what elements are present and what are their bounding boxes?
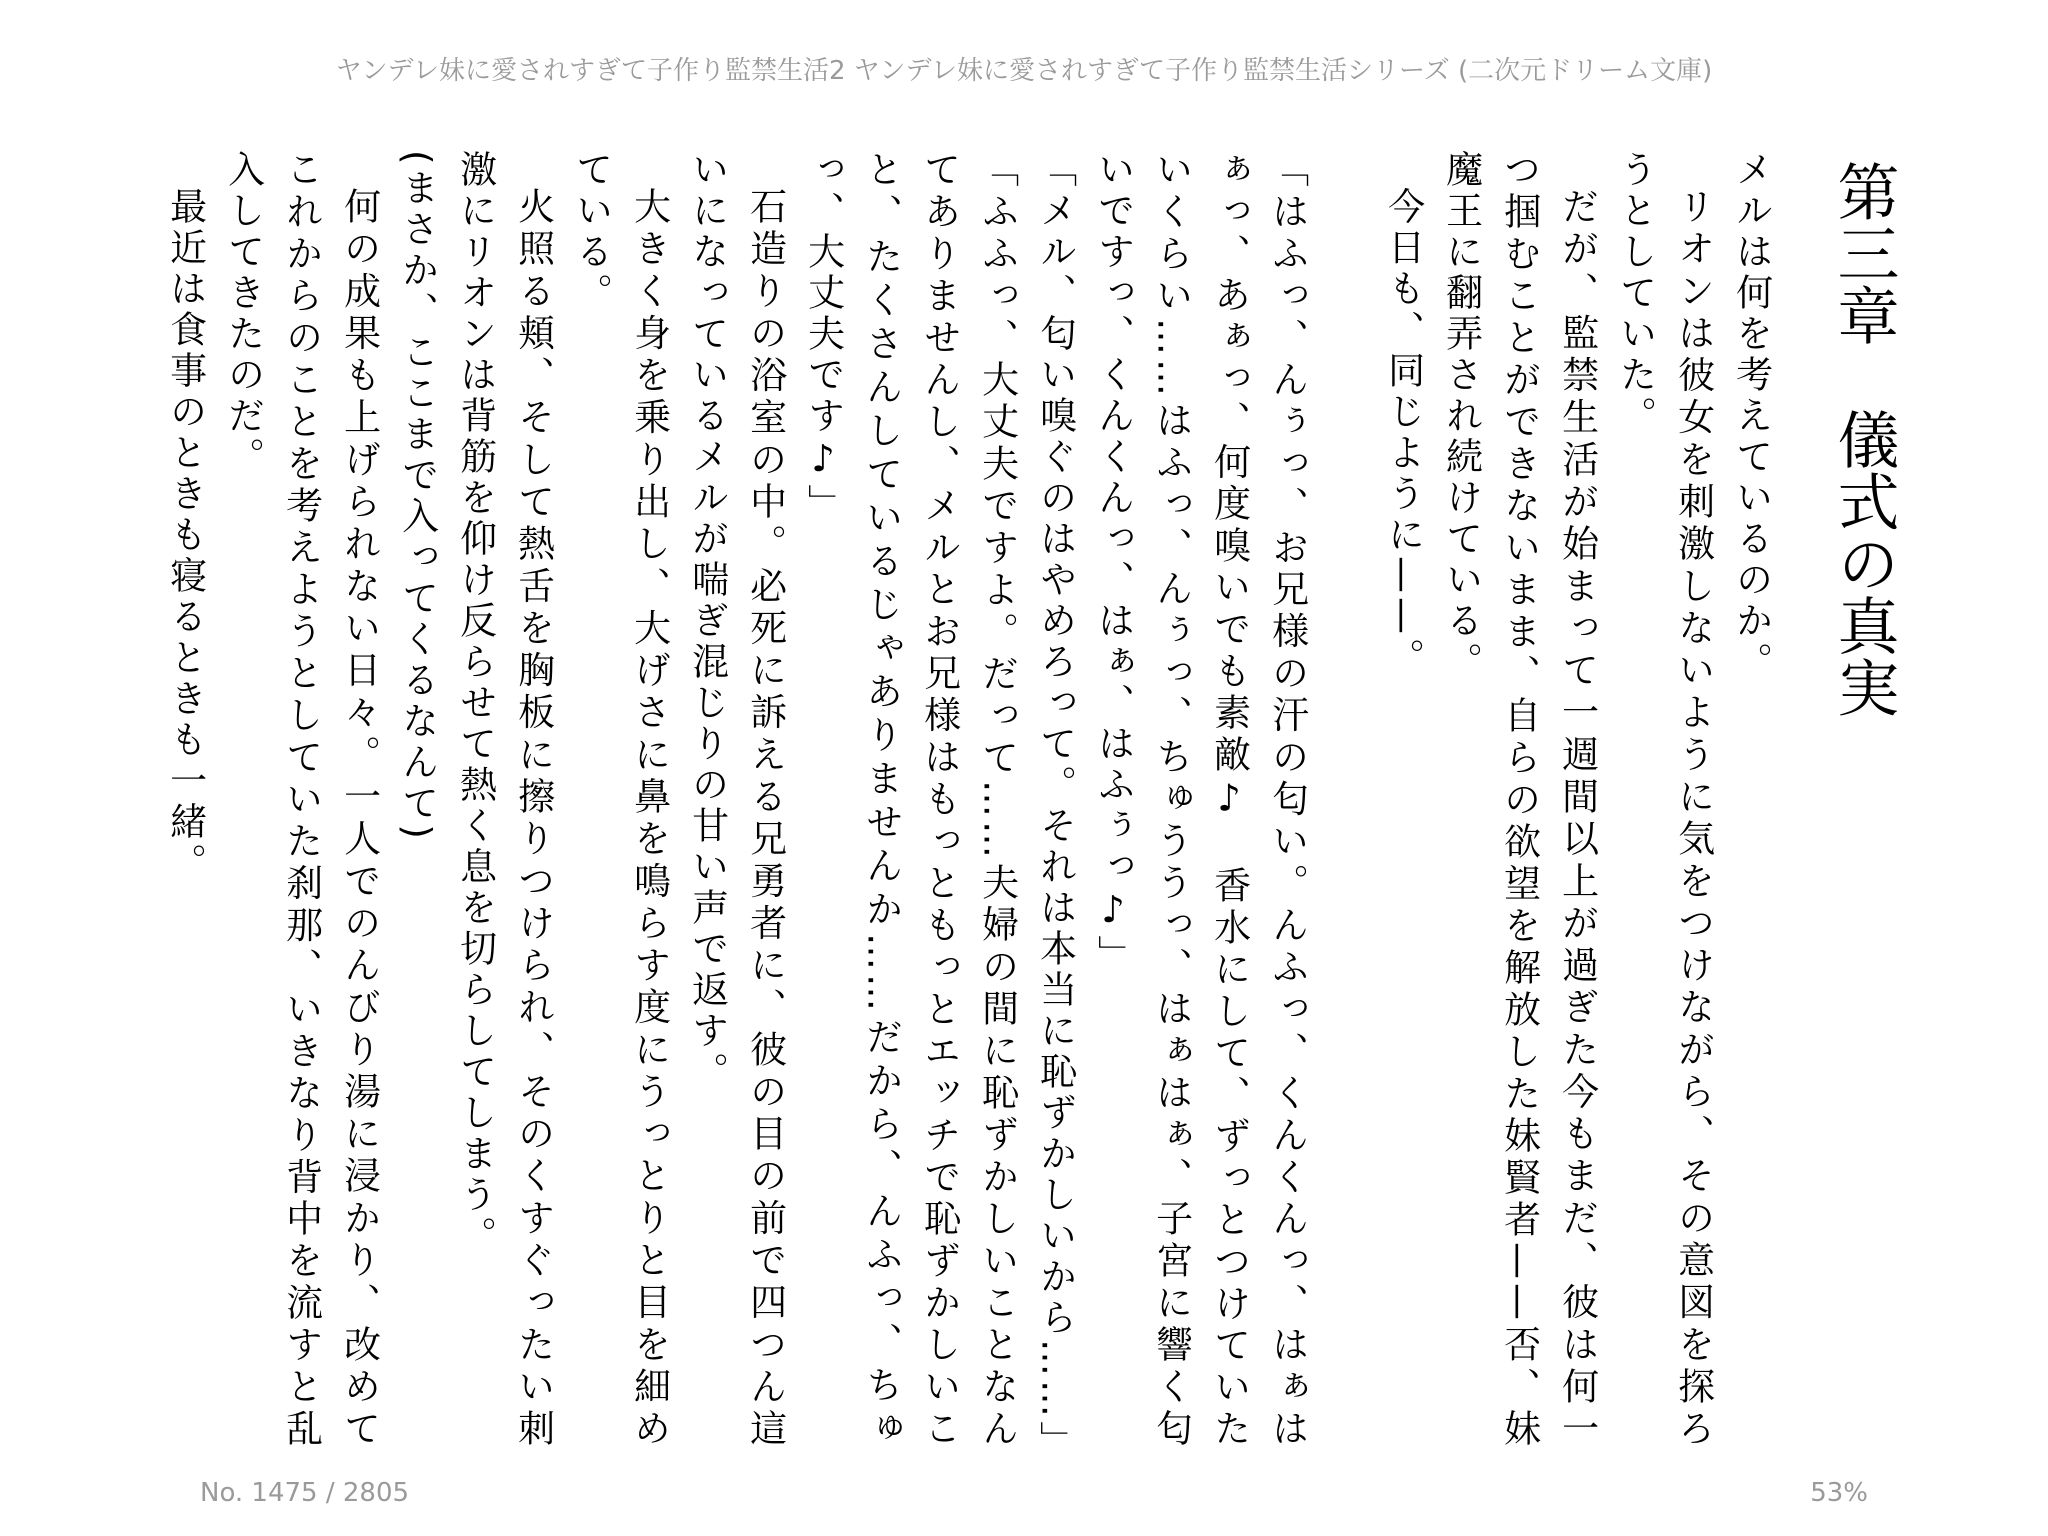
paragraph: 石造りの浴室の中。必死に訴える兄勇者に、彼の目の前で四つん這いになっているメルが喘ぎ混じりの甘い声で返す。 <box>685 150 787 1450</box>
thought-paragraph: (まさか、ここまで入ってくるなんて) <box>395 150 439 843</box>
paragraph: 大きく身を乗り出し、大げさに鼻を鳴らす度にうっとりと目を細めている。 <box>569 150 671 1450</box>
book-title: ヤンデレ妹に愛されすぎて子作り監禁生活2 ヤンデレ妹に愛されすぎて子作り監禁生活シリーズ (二次元ドリーム文庫) <box>335 56 1713 86</box>
chapter-heading: 第三章 儀式の真実 <box>1827 160 1900 718</box>
dialogue-paragraph: 「はふっ、んぅっ、お兄様の汗の匂い。んふっ、くんくんっ、はぁはぁっ、あぁっ、何度嗅いでも素敵♪ 香水にして、ずっとつけていたいくらい……はふっ、んぅっ、ちゅううっ、はぁはぁ、子宮に響く匂いですっ、くんくんっ、はぁ、はふぅっ♪」 <box>1091 150 1309 1450</box>
paragraph: 今日も、同じように——。 <box>1381 187 1425 679</box>
dialogue-paragraph: 「ふふっ、大丈夫ですよ。だって……夫婦の間に恥ずかしいことなんてありませんし、メルとお兄様はもっともっとエッチで恥ずかしいこと、たくさんしているじゃありませんか……だから、んふっ、ちゅっ、大丈夫です♪」 <box>801 150 1019 1450</box>
paragraph: だが、監禁生活が始まって一週間以上が過ぎた今もまだ、彼は何一つ掴むことができないまま、自らの欲望を解放した妹賢者——否、妹魔王に翻弄され続けている。 <box>1439 150 1599 1451</box>
dialogue-paragraph: 「メル、匂い嗅ぐのはやめろって。それは本当に恥ずかしいから……」 <box>1033 150 1077 1462</box>
reading-page[interactable] <box>163 150 1900 1462</box>
paragraph: 何の成果も上げられない日々。一人でのんびり湯に浸かり、改めてこれからのことを考えようとしていた刹那、いきなり背中を流すと乱入してきたのだ。 <box>221 150 381 1450</box>
paragraph: 火照る頬、そして熱舌を胸板に擦りつけられ、そのくすぐったい刺激にリオンは背筋を仰け反らせて熱く息を切らしてしまう。 <box>453 150 555 1450</box>
paragraph: リオンは彼女を刺激しないように気をつけながら、その意図を探ろうとしていた。 <box>1613 150 1715 1450</box>
progress-percent: 53% <box>1810 1478 1868 1508</box>
paragraph: メルは何を考えているのか。 <box>1729 150 1773 683</box>
location-indicator: No. 1475 / 2805 <box>200 1478 410 1508</box>
paragraph: 最近は食事のときも寝るときも一緒。 <box>163 187 207 884</box>
